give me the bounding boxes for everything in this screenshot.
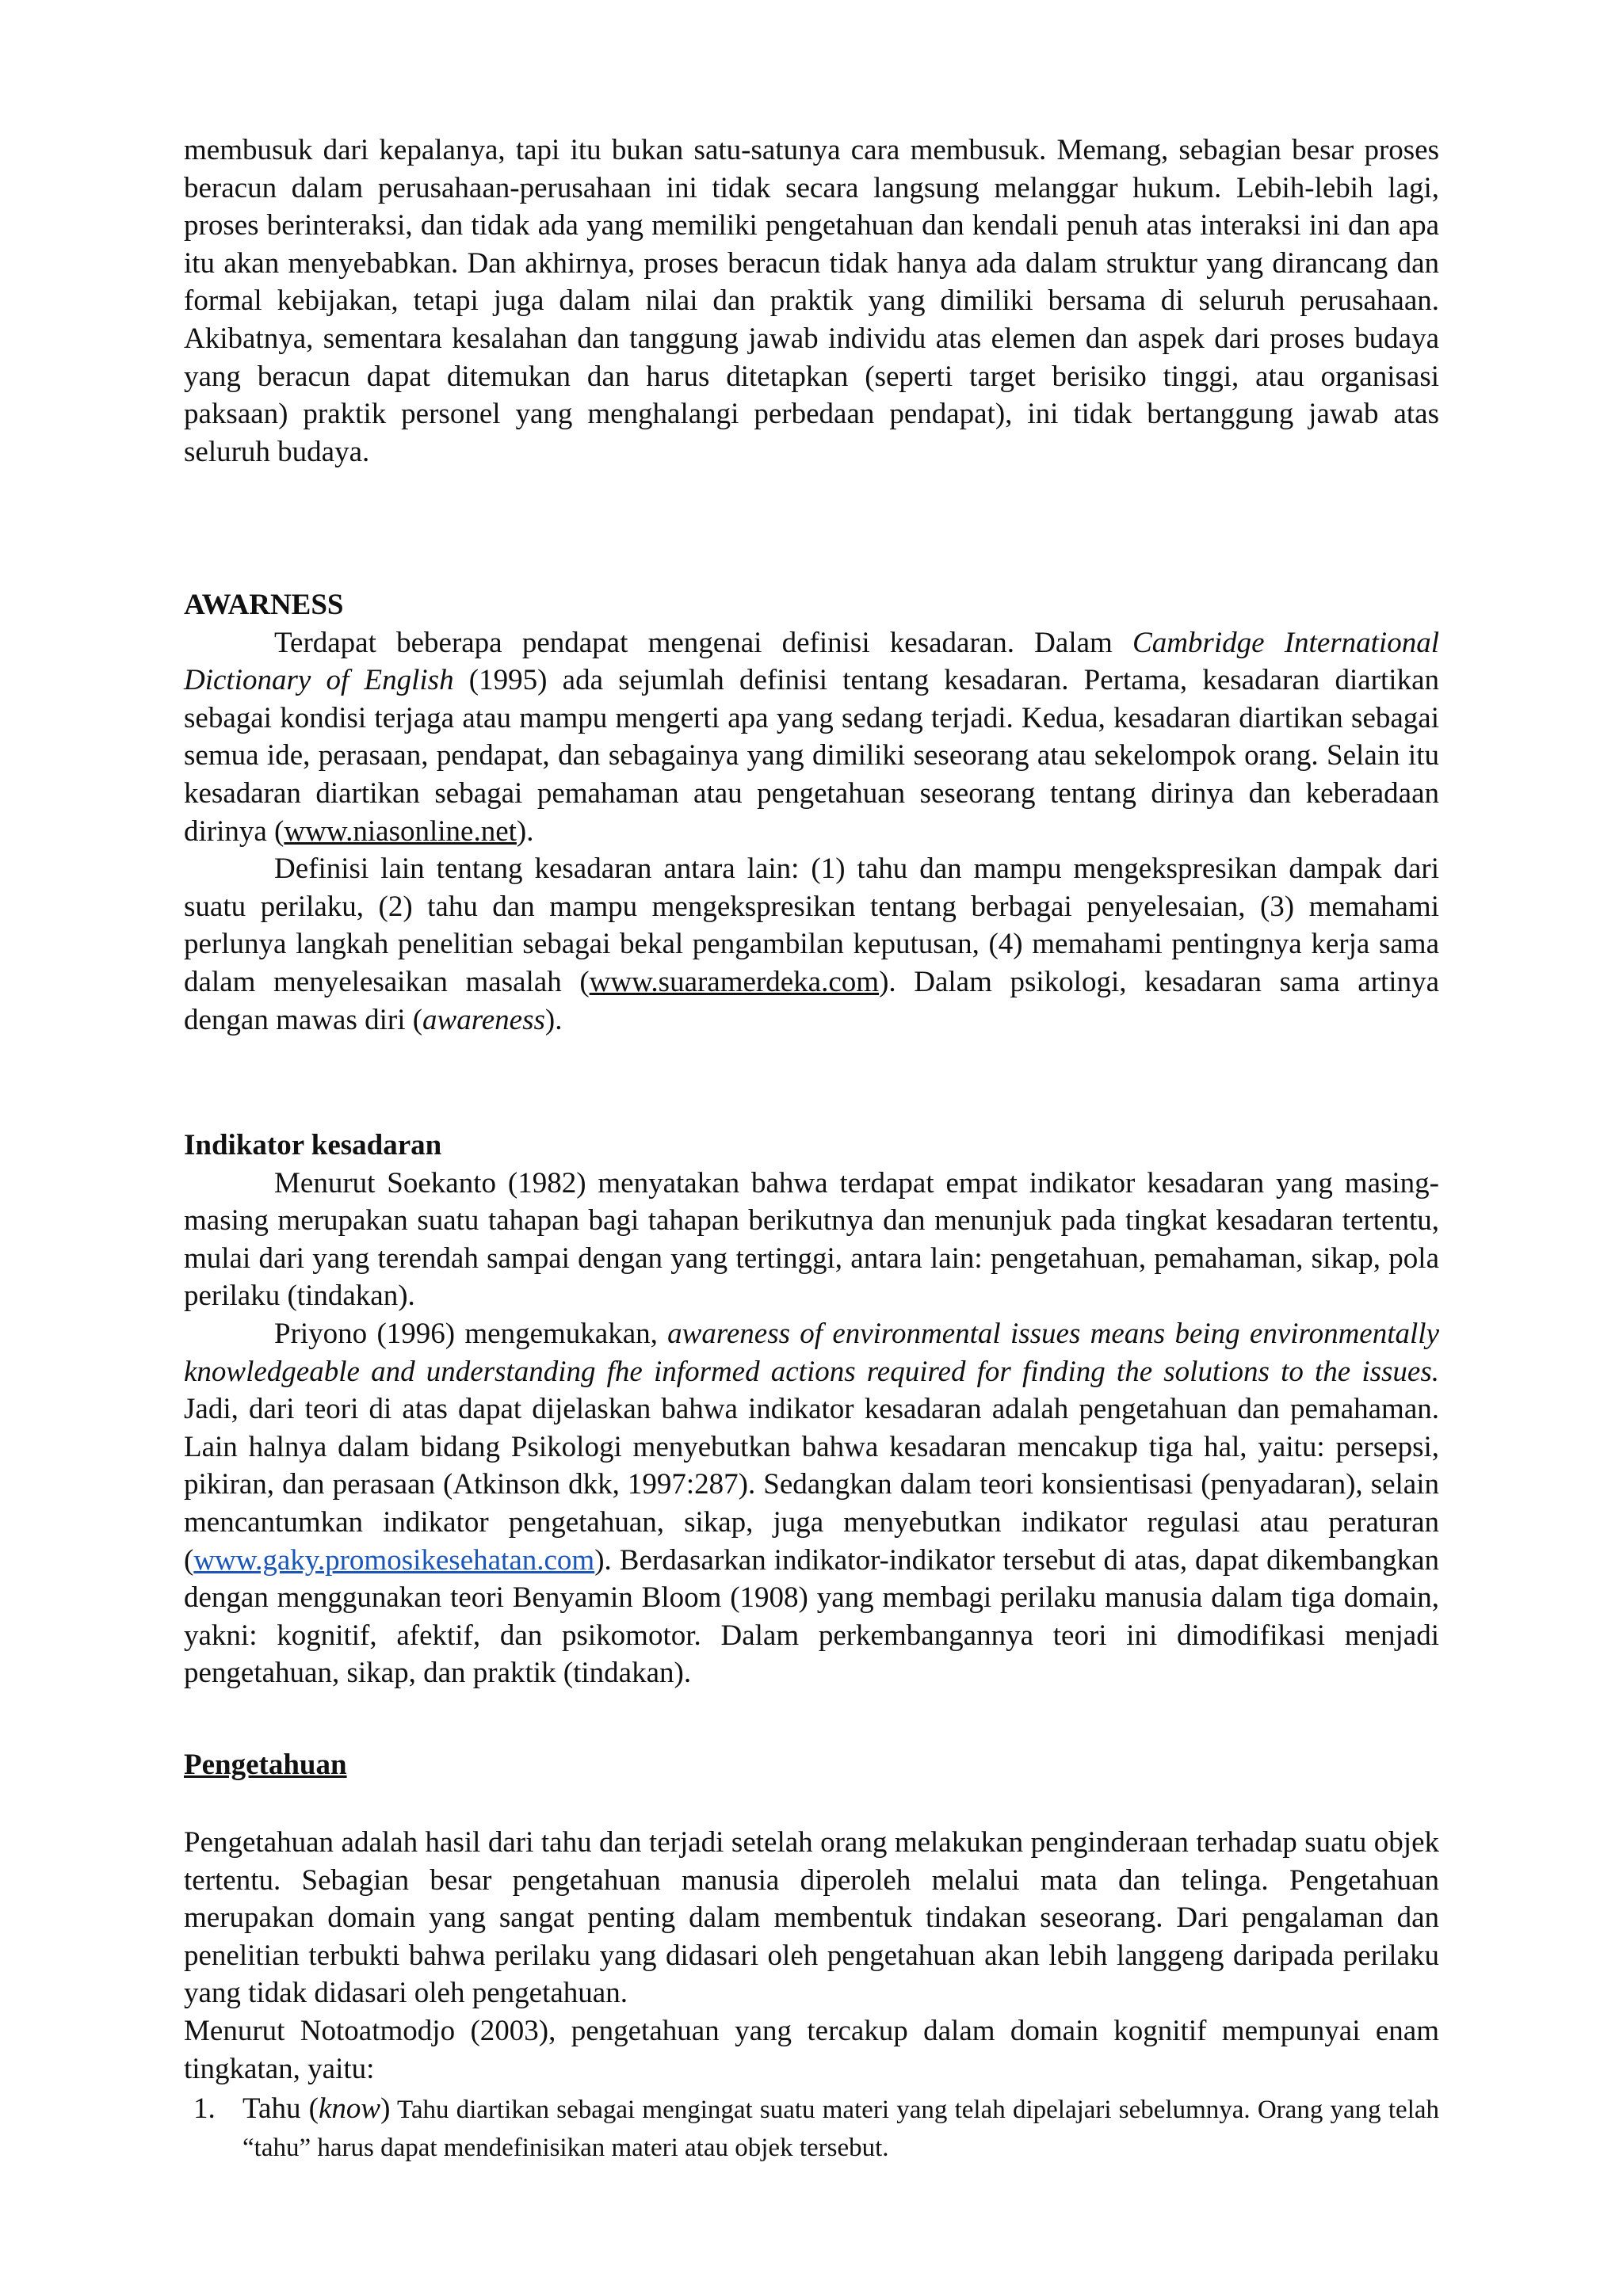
text-run: Definisi lain tentang kesadaran antara lain: (1) tahu dan mampu mengekspresikan dampak dari suatu perilaku, (2) tahu dan mampu mengekspresikan tentang berbagai penyelesaian, (3) memahami perlunya langkah penelitian sebagai bekal pengambilan keputusan, (4) memahami pentingnya kerja sama dalam menyelesaikan masalah ( <box>184 852 1439 998</box>
text-run: ). Dalam psikologi, kesadaran sama artinya dengan mawas diri ( <box>184 965 1439 1036</box>
awareness-paragraph-1 <box>184 624 1439 851</box>
pengetahuan-heading: Pengetahuan <box>184 1749 347 1781</box>
link-promosikesehatan[interactable]: www.gaky.promosikesehatan.com <box>193 1543 595 1577</box>
dictionary-title: Cambridge International Dictionary of English <box>184 626 1439 697</box>
pengetahuan-section <box>184 1824 1439 2088</box>
pengetahuan-paragraph-1: Pengetahuan adalah hasil dari tahu dan terjadi setelah orang melakukan penginderaan terhadap suatu objek tertentu. Sebagian besar pengetahuan manusia diperoleh melalui mata dan telinga. Pengetahuan merupakan domain yang sangat penting dalam membentuk tindakan seseorang. Dari pengalaman dan penelitian terbukti bahwa perilaku yang didasari oleh pengetahuan akan lebih langgeng daripada perilaku yang tidak didasari oleh pengetahuan. <box>184 1826 1439 2010</box>
text-run: Terdapat beberapa pendapat mengenai definisi kesadaran. Dalam <box>274 626 1133 659</box>
text-run: ). <box>544 1003 563 1036</box>
awareness-term: awareness <box>422 1003 545 1036</box>
list-lead: Tahu ( <box>242 2092 319 2125</box>
list-lead-end: ) <box>380 2092 391 2125</box>
list-item <box>184 2090 1439 2167</box>
awareness-paragraph-2 <box>184 850 1439 1039</box>
list-number: 1. <box>193 2092 216 2125</box>
text-run: Priyono (1996) mengemukakan, <box>274 1317 668 1350</box>
text-run: (1995) ada sejumlah definisi tentang kesadaran. Pertama, kesadaran diartikan sebagai kondisi terjaga atau mampu mengerti apa yang sedang terjadi. Kedua, kesadaran diartikan sebagai semua ide, perasaan, pendapat, dan sebagainya yang dimiliki seseorang atau sekelompok orang. Selain itu kesadaran diartikan sebagai pemahaman atau pengetahuan seseorang tentang dirinya dan keberadaan dirinya ( <box>184 664 1439 848</box>
indikator-heading: Indikator kesadaran <box>184 1129 442 1161</box>
text-run: Jadi, dari teori di atas dapat dijelaskan bahwa indikator kesadaran adalah pengetahuan dan pemahaman. Lain halnya dalam bidang Psikologi menyebutkan bahwa kesadaran mencakup tiga hal, yaitu: persepsi, pikiran, dan perasaan (Atkinson dkk, 1997:287). Sedangkan dalam teori konsientisasi (penyadaran), selain mencantumkan indikator pengetahuan, sikap, juga menyebutkan indikator regulasi atau peraturan ( <box>184 1393 1439 1577</box>
pengetahuan-paragraph-2: Menurut Notoatmodjo (2003), pengetahuan yang tercakup dalam domain kognitif mempunyai enam tingkatan, yaitu: <box>184 2014 1439 2085</box>
intro-section <box>184 132 1439 471</box>
text-run: ). Berdasarkan indikator-indikator tersebut di atas, dapat dikembangkan dengan menggunakan teori Benyamin Bloom (1908) yang membagi perilaku manusia dalam tiga domain, yakni: kognitif, afektif, dan psikomotor. Dalam perkembangannya teori ini dimodifikasi menjadi pengetahuan, sikap, dan praktik (tindakan). <box>184 1543 1439 1690</box>
link-suaramerdeka[interactable]: www.suaramerdeka.com <box>589 965 880 998</box>
priyono-quote: awareness of environmental issues means being environmentally knowledgeable and understanding fhe informed actions required for finding the solutions to the issues. <box>184 1317 1439 1388</box>
awareness-heading: AWARNESS <box>184 589 344 621</box>
indikator-paragraph-2 <box>184 1315 1439 1692</box>
list-lead-italic: know <box>318 2092 381 2125</box>
indikator-paragraph-1: Menurut Soekanto (1982) menyatakan bahwa terdapat empat indikator kesadaran yang masing-masing merupakan suatu tahapan bagi tahapan berikutnya dan menunjuk pada tingkat kesadaran tertentu, mulai dari yang terendah sampai dengan yang tertinggi, antara lain: pengetahuan, pemahaman, sikap, pola perilaku (tindakan). <box>184 1166 1439 1313</box>
list-item-body <box>242 2090 1439 2167</box>
intro-paragraph: membusuk dari kepalanya, tapi itu bukan satu-satunya cara membusuk. Memang, sebagian besar proses beracun dalam perusahaan-perusahaan ini tidak secara langsung melanggar hukum. Lebih-lebih lagi, proses berinteraksi, dan tidak ada yang memiliki pengetahuan dan kendali penuh atas interaksi ini dan apa itu akan menyebabkan. Dan akhirnya, proses beracun tidak hanya ada dalam struktur yang dirancang dan formal kebijakan, tetapi juga dalam nilai dan praktik yang dimiliki bersama di seluruh perusahaan. Akibatnya, sementara kesalahan dan tanggung jawab individu atas elemen dan aspek dari proses budaya yang beracun dapat ditemukan dan harus ditetapkan (seperti target berisiko tinggi, atau organisasi paksaan) praktik personel yang menghalangi perbedaan pendapat), ini tidak bertanggung jawab atas seluruh budaya. <box>184 134 1439 468</box>
text-run: ). <box>516 814 534 848</box>
awareness-section <box>184 586 1439 1039</box>
pengetahuan-heading-block <box>184 1746 1439 1784</box>
link-niasonline[interactable]: www.niasonline.net <box>284 814 517 848</box>
list-item-text: Tahu diartikan sebagai mengingat suatu materi yang telah dipelajari sebelumnya. Orang yang telah “tahu” harus dapat mendefinisikan materi atau objek tersebut. <box>242 2096 1440 2162</box>
indikator-section <box>184 1127 1439 1692</box>
